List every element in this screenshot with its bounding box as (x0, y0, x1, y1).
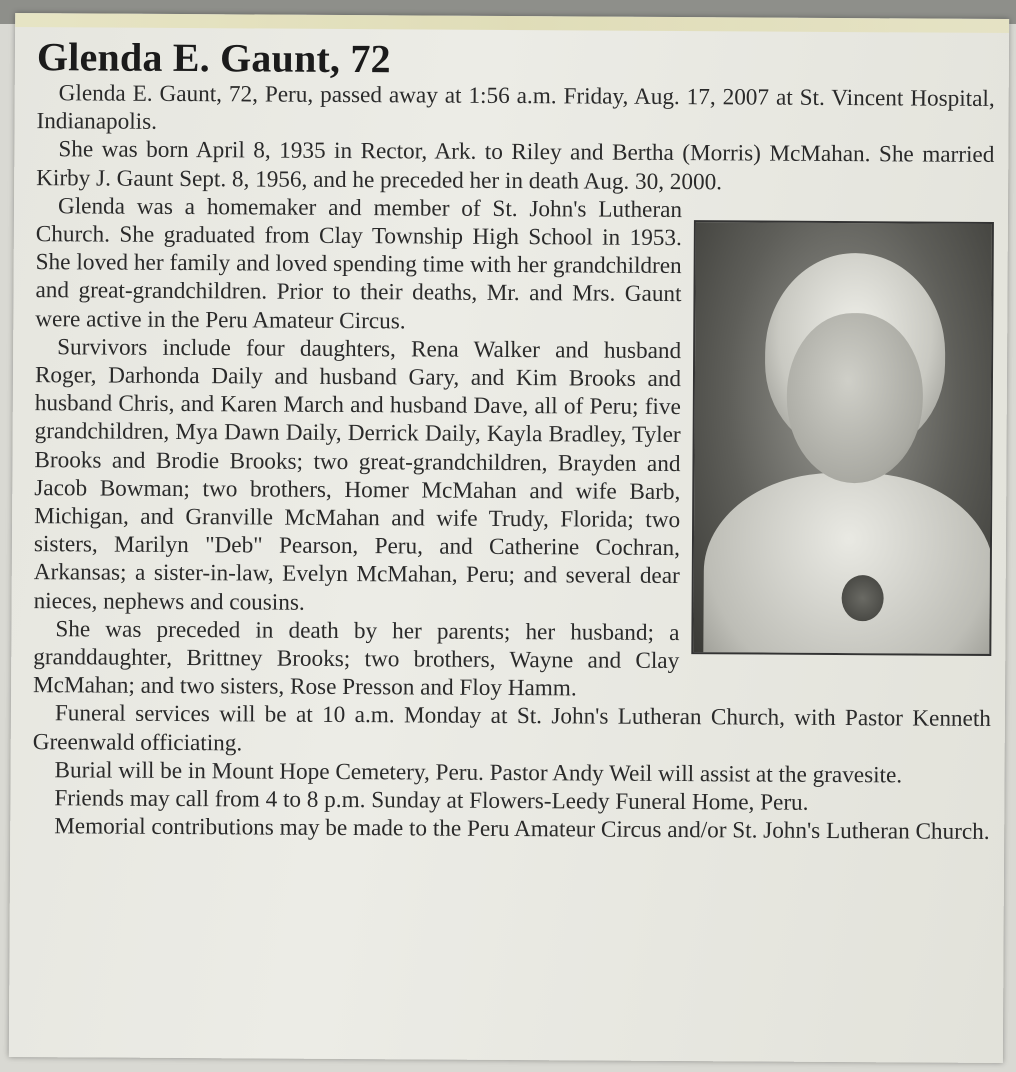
newspaper-clipping (9, 13, 1009, 1063)
paragraph-life: Glenda was a homemaker and member of St. John's Lutheran Church. She graduated from Clay Township High School in 1953. She loved her family and loved spending time with her grandchildren and great-grandchildren. Prior to their deaths, Mr. and Mrs. Gaunt were active in the Peru Amateur Circus. (35, 193, 683, 334)
paragraph-death-notice: Glenda E. Gaunt, 72, Peru, passed away at 1:56 a.m. Friday, Aug. 17, 2007 at St. Vincent Hospital, Indianapolis. (36, 80, 995, 136)
paragraph-funeral: Funeral services will be at 10 a.m. Monday at St. John's Lutheran Church, with Pastor Kenneth Greenwald officiating. (32, 700, 991, 757)
paragraph-survivors: Survivors include four daughters, Rena Walker and husband Roger, Darhonda Daily and husband Gary, and Kim Brooks and husband Chris, and Karen March and husband Dave, all of Peru; five grandchildren, Mya Dawn Daily, Derrick Daily, Kayla Bradley, Tyler Brooks and Brodie Brooks; two great-grandchildren, Brayden and Jacob Bowman; two brothers, Homer McMahan and wife Barb, Michigan, and Granville McMahan and wife Trudy, Florida; two sisters, Marilyn "Deb" Pearson, Peru, and Catherine Cochran, Arkansas; a sister-in-law, Evelyn McMahan, Peru; and several dear nieces, nephews and cousins. (33, 334, 682, 616)
obituary-body (32, 79, 995, 846)
paragraph-birth-marriage: She was born April 8, 1935 in Rector, Ark. to Riley and Bertha (Morris) McMahan. She married Kirby J. Gaunt Sept. 8, 1956, and he preceded her in death Aug. 30, 2000. (36, 136, 995, 195)
paragraph-burial: Burial will be in Mount Hope Cemetery, Peru. Pastor Andy Weil will assist at the gravesite. (54, 757, 903, 789)
obituary-title: Glenda E. Gaunt, 72 (36, 34, 391, 82)
paragraph-memorial: Memorial contributions may be made to the Peru Amateur Circus and/or St. John's Lutheran Church. (54, 813, 990, 846)
paragraph-preceded: She was preceded in death by her parents; her husband; a granddaughter, Brittney Brooks; two brothers, Wayne and Clay McMahan; and two sisters, Rose Presson and Floy Hamm. (33, 616, 680, 702)
paragraph-visitation: Friends may call from 4 to 8 p.m. Sunday at Flowers-Leedy Funeral Home, Peru. (54, 785, 809, 816)
portrait-photo (691, 220, 994, 656)
clipping-top-edge (15, 13, 1009, 33)
